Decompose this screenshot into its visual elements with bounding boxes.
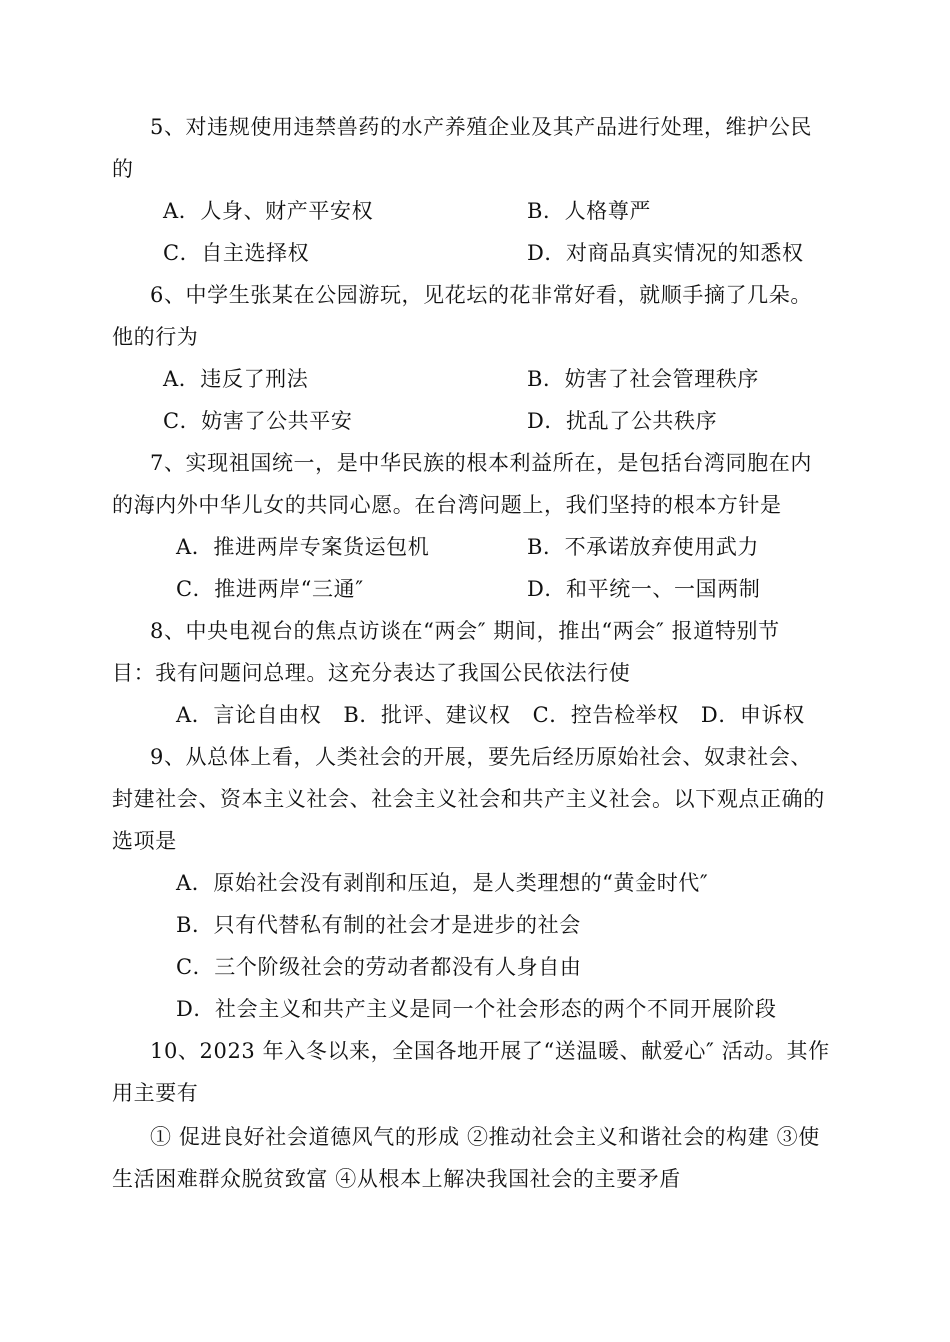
q8-option-b: B．批评、建议权 xyxy=(343,703,511,727)
q7-option-b: B．不承诺放弃使用武力 xyxy=(527,535,760,559)
q8-option-c: C．控告检举权 xyxy=(532,703,679,727)
q6-option-b: B．妨害了社会管理秩序 xyxy=(527,367,760,391)
q9-option-b: B．只有代替私有制的社会才是进步的社会 xyxy=(176,913,581,937)
q6-option-d: D．扰乱了公共秩序 xyxy=(527,409,718,433)
q6-option-c: C．妨害了公共平安 xyxy=(163,409,353,433)
q5-option-a: A．人身、财产平安权 xyxy=(163,199,374,223)
q9-stem-line2: 封建社会、资本主义社会、社会主义社会和共产主义社会。以下观点正确的 xyxy=(112,787,825,811)
q5-option-c: C．自主选择权 xyxy=(163,241,310,265)
q9-option-d: D．社会主义和共产主义是同一个社会形态的两个不同开展阶段 xyxy=(176,997,777,1021)
q8-options-row xyxy=(176,700,805,730)
q9-option-c: C．三个阶级社会的劳动者都没有人身自由 xyxy=(176,955,582,979)
q10-options-line2: 生活困难群众脱贫致富 ④从根本上解决我国社会的主要矛盾 xyxy=(112,1167,681,1191)
q8-option-a: A．言论自由权 xyxy=(176,703,322,727)
q10-stem-line1: 10、2023 年入冬以来，全国各地开展了“送温暖、献爱心″ 活动。其作 xyxy=(150,1039,830,1063)
q8-stem-line1: 8、中央电视台的焦点访谈在“两会″ 期间，推出“两会″ 报道特别节 xyxy=(150,619,780,643)
q5-option-b: B．人格尊严 xyxy=(527,199,652,223)
q6-option-a: A．违反了刑法 xyxy=(163,367,309,391)
q8-option-d: D．申诉权 xyxy=(700,703,805,727)
q10-options-line1: ① 促进良好社会道德风气的形成 ②推动社会主义和谐社会的构建 ③使 xyxy=(150,1125,820,1149)
q9-stem-line3: 选项是 xyxy=(112,829,177,853)
q9-option-a: A．原始社会没有剥削和压迫，是人类理想的“黄金时代″ xyxy=(176,871,709,895)
q6-stem-line2: 他的行为 xyxy=(112,325,199,349)
q5-option-d: D．对商品真实情况的知悉权 xyxy=(527,241,804,265)
q5-stem-line1: 5、对违规使用违禁兽药的水产养殖企业及其产品进行处理，维护公民 xyxy=(150,115,812,139)
q7-option-c: C．推进两岸“三通″ xyxy=(176,577,364,601)
q10-stem-line2: 用主要有 xyxy=(112,1081,199,1105)
q5-stem-line2: 的 xyxy=(112,157,134,181)
q6-stem-line1: 6、中学生张某在公园游玩，见花坛的花非常好看，就顺手摘了几朵。 xyxy=(150,283,812,307)
q7-option-d: D．和平统一、一国两制 xyxy=(527,577,761,601)
q9-stem-line1: 9、从总体上看，人类社会的开展，要先后经历原始社会、奴隶社会、 xyxy=(150,745,812,769)
q7-stem-line1: 7、实现祖国统一，是中华民族的根本利益所在，是包括台湾同胞在内 xyxy=(150,451,812,475)
q7-stem-line2: 的海内外中华儿女的共同心愿。在台湾问题上，我们坚持的根本方针是 xyxy=(112,493,782,517)
q8-stem-line2: 目：我有问题问总理。这充分表达了我国公民依法行使 xyxy=(112,661,631,685)
q7-option-a: A．推进两岸专案货运包机 xyxy=(176,535,430,559)
